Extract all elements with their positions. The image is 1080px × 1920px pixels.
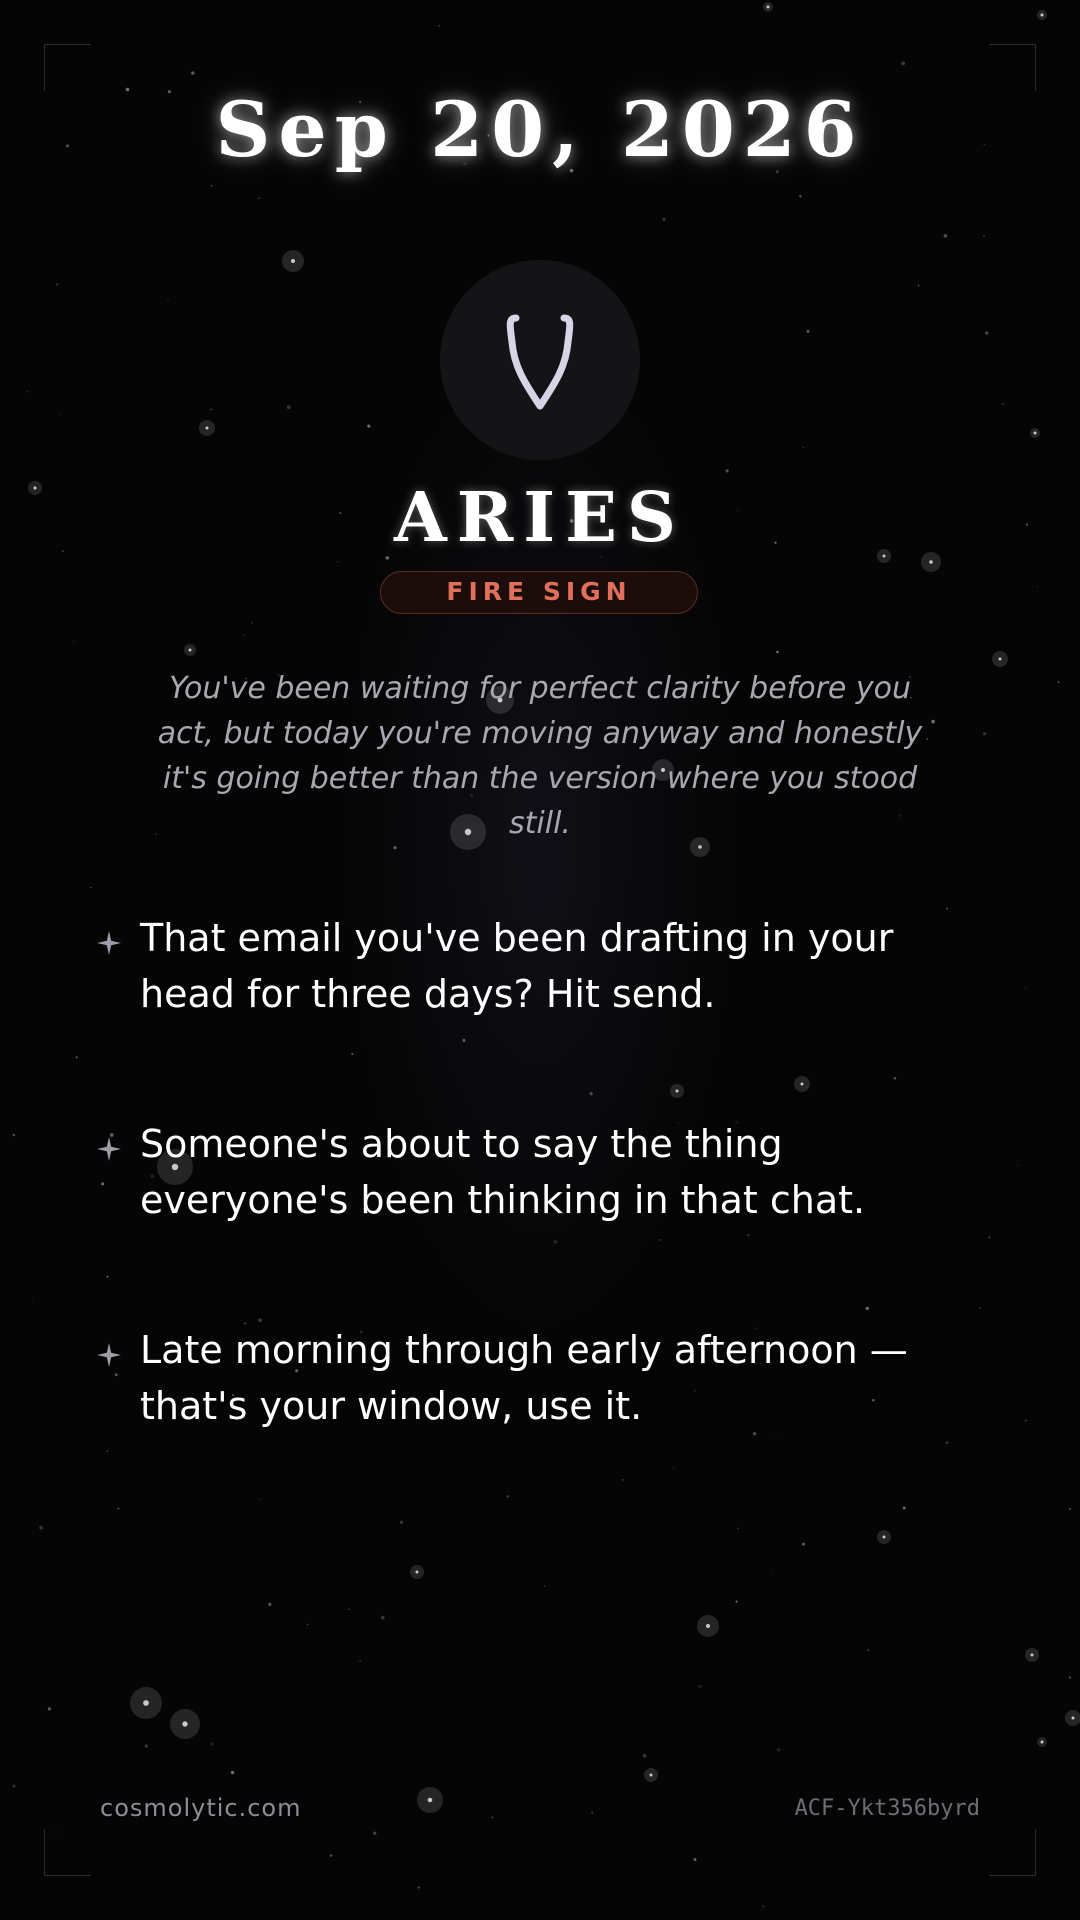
zodiac-glyph-badge (440, 260, 640, 460)
sparkle-icon (96, 1136, 122, 1162)
corner-frame-bottom-right (989, 1829, 1036, 1876)
footer-reference-code: ACF-Ykt356byrd (794, 1796, 980, 1821)
daily-reading: You've been waiting for perfect clarity before you act, but today you're moving anyway and honestly it's going better than the version where you stood still. (157, 671, 923, 841)
corner-frame-top-left (44, 44, 91, 91)
aries-glyph-icon (440, 260, 640, 460)
zodiac-sign-name: ARIES (393, 478, 687, 558)
corner-frame-top-right (989, 44, 1036, 91)
corner-frame-bottom-left (44, 1829, 91, 1876)
date-heading: Sep 20, 2026 (215, 85, 865, 174)
sparkle-icon (96, 1342, 122, 1368)
tip-text: Late morning through early afternoon — that's your window, use it. (140, 1328, 908, 1428)
tip-text: That email you've been drafting in your head for three days? Hit send. (140, 916, 894, 1016)
sparkle-icon (96, 930, 122, 956)
footer-site-link[interactable]: cosmolytic.com (100, 1794, 302, 1822)
tip-text: Someone's about to say the thing everyone's been thinking in that chat. (140, 1122, 866, 1222)
element-badge: FIRE SIGN (380, 571, 698, 614)
